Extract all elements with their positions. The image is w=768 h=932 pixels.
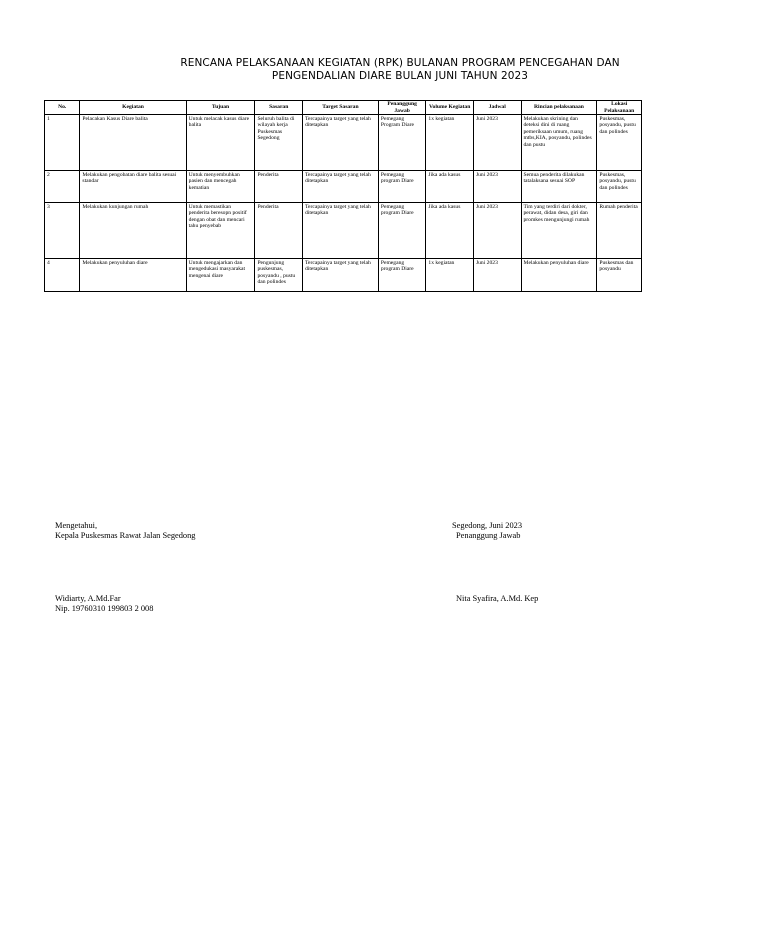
cell-kegiatan: Melakukan penyuluhan diare: [80, 259, 186, 292]
cell-lokasi-pelaksanaan: Puskesmas dan posyandu: [597, 259, 642, 292]
header-kegiatan: Kegiatan: [80, 101, 186, 115]
cell-jadwal: Juni 2023: [473, 171, 521, 203]
cell-target-sasaran: Tercapainya target yang telah ditetapkan: [302, 115, 378, 171]
cell-jadwal: Juni 2023: [473, 259, 521, 292]
document-title: [130, 57, 670, 83]
cell-penanggung-jawab: Pemegang program Diare: [378, 203, 426, 259]
cell-tujuan: Untuk memastikan penderita beresopn positif dengan obat dan mencari tahu penyebab: [186, 203, 255, 259]
head-name: Widiarty, A.Md.Far: [55, 594, 121, 603]
cell-volume-kegiatan: Jika ada kasus: [426, 203, 474, 259]
cell-kegiatan: Melakukan pengobatan diare balita sesuai standar: [80, 171, 186, 203]
responsible-name: Nita Syafira, A.Md. Kep: [456, 594, 539, 603]
cell-no: 4: [45, 259, 80, 292]
cell-rincian-pelaksanaan: Tim yang terdiri dari dokter, perawat, didan desa, giri dan promkes mengunjungi rumah: [521, 203, 597, 259]
cell-penanggung-jawab: Pemegang program Diare: [378, 171, 426, 203]
table-header-row: [45, 101, 642, 115]
cell-volume-kegiatan: 1x kegiatan: [426, 115, 474, 171]
header-tujuan: Tujuan: [186, 101, 255, 115]
signature-right-block: [452, 521, 522, 540]
cell-rincian-pelaksanaan: Melakukan skrining dan deteksi dini di ruang pemeriksaan umum, ruang mtbs,KIA, posyandu, polindes dan pustu: [521, 115, 597, 171]
place-date-label: Segedong, Juni 2023: [452, 521, 523, 530]
table-row: [45, 259, 642, 292]
cell-tujuan: Untuk mengajarkan dan mengedukasi masyarakat mengenai diare: [186, 259, 255, 292]
cell-target-sasaran: Tercapainya target yang telah ditetapkan: [302, 203, 378, 259]
table-row: [45, 171, 642, 203]
cell-penanggung-jawab: Pemegang program Diare: [378, 259, 426, 292]
cell-sasaran: Seluruh balita di wilayah kerja Puskesmas Segedong: [255, 115, 303, 171]
header-lokasi-pelaksanaan: Lokasi Pelaksanaan: [597, 101, 642, 115]
acknowledgement-label: Mengetahui,: [55, 521, 98, 530]
cell-sasaran: Pengunjung puskesmas, posyandu , pustu dan polindes: [255, 259, 303, 292]
cell-sasaran: Penderita: [255, 171, 303, 203]
header-volume-kegiatan: Volume Kegiatan: [426, 101, 474, 115]
cell-rincian-pelaksanaan: Melakukan penyuluhan diare: [521, 259, 597, 292]
header-no: No.: [45, 101, 80, 115]
cell-kegiatan: Melakukan kunjungan rumah: [80, 203, 186, 259]
cell-no: 3: [45, 203, 80, 259]
header-sasaran: Sasaran: [255, 101, 303, 115]
head-nip: Nip. 19760310 199803 2 008: [55, 603, 154, 613]
header-penanggung-jawab: Penanggung Jawab: [378, 101, 426, 115]
cell-jadwal: Juni 2023: [473, 115, 521, 171]
head-position-label: Kepala Puskesmas Rawat Jalan Segedong: [55, 530, 196, 540]
cell-no: 1: [45, 115, 80, 171]
title-line-2: PENGENDALIAN DIARE BULAN JUNI TAHUN 2023: [271, 70, 529, 82]
cell-lokasi-pelaksanaan: Puskesmas, posyandu, pustu dan polindes: [597, 171, 642, 203]
cell-kegiatan: Pelacakan Kasus Diare balita: [80, 115, 186, 171]
responsible-label: Penanggung Jawab: [456, 530, 521, 540]
cell-volume-kegiatan: Jika ada kasus: [426, 171, 474, 203]
cell-lokasi-pelaksanaan: Rumah penderita: [597, 203, 642, 259]
cell-volume-kegiatan: 1x kegiatan: [426, 259, 474, 292]
cell-penanggung-jawab: Pemegang Program Diare: [378, 115, 426, 171]
cell-sasaran: Penderita: [255, 203, 303, 259]
signature-right-name-block: [456, 594, 538, 604]
cell-tujuan: Untuk melacak kasus diare balita: [186, 115, 255, 171]
cell-target-sasaran: Tercapainya target yang telah ditetapkan: [302, 171, 378, 203]
signature-left-name-block: [55, 594, 153, 613]
cell-lokasi-pelaksanaan: Puskesmas, posyandu, pustu dan polindes: [597, 115, 642, 171]
cell-no: 2: [45, 171, 80, 203]
cell-tujuan: Untuk menyembuhkan pasien dan mencegah kematian: [186, 171, 255, 203]
header-target-sasaran: Target Sasaran: [302, 101, 378, 115]
table-row: [45, 203, 642, 259]
rpk-table: [44, 100, 642, 292]
signature-left-block: [55, 521, 195, 540]
header-rincian-pelaksanaan: Rincian pelaksanaan: [521, 101, 597, 115]
cell-rincian-pelaksanaan: Semua penderita dilakukan tatalaksana sesuai SOP: [521, 171, 597, 203]
cell-target-sasaran: Tercapainya target yang telah ditetapkan: [302, 259, 378, 292]
table-row: [45, 115, 642, 171]
cell-jadwal: Juni 2023: [473, 203, 521, 259]
title-line-1: RENCANA PELAKSANAAN KEGIATAN (RPK) BULANAN PROGRAM PENCEGAHAN DAN: [180, 57, 620, 69]
header-jadwal: Jadwal: [473, 101, 521, 115]
